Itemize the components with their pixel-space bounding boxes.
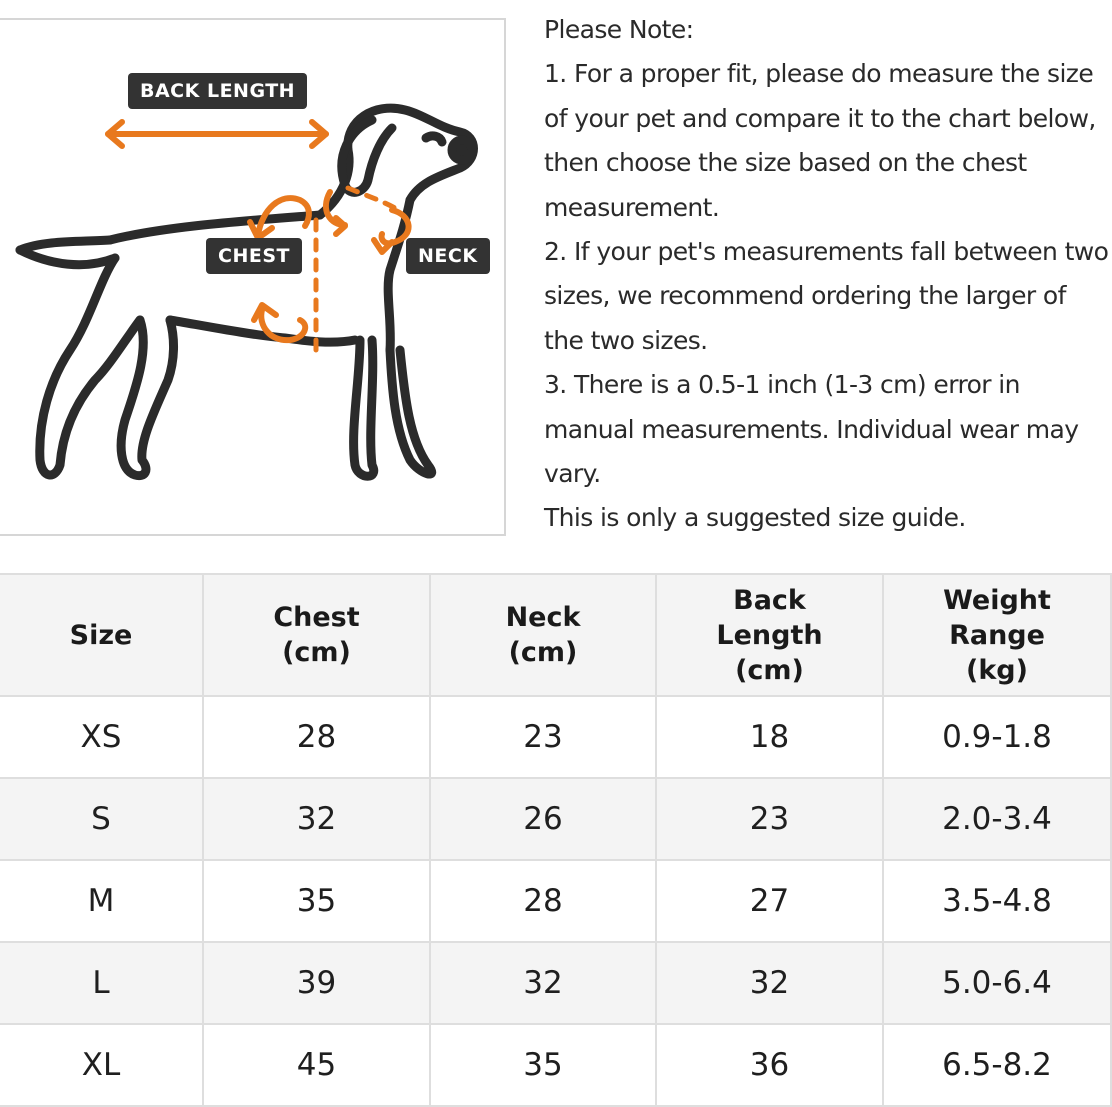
table-row [0,1024,1111,1106]
cell-back-length: 18 [656,696,883,778]
note-item: This is only a suggested size guide. [544,503,966,533]
cell-back-length: 23 [656,778,883,860]
cell-size: S [0,778,203,860]
cell-chest: 45 [203,1024,430,1106]
cell-weight: 3.5-4.8 [883,860,1111,942]
size-notes [544,8,1110,541]
table-row [0,778,1111,860]
neck-label: NECK [406,238,490,274]
cell-weight: 0.9-1.8 [883,696,1111,778]
back-length-label: BACK LENGTH [128,73,307,109]
cell-chest: 39 [203,942,430,1024]
cell-back-length: 27 [656,860,883,942]
cell-neck: 32 [430,942,656,1024]
note-item: 2. If your pet's measurements fall between two sizes, we recommend ordering the larger of the two sizes. [544,237,1109,355]
cell-neck: 26 [430,778,656,860]
cell-size: L [0,942,203,1024]
cell-chest: 35 [203,860,430,942]
header-back-length: Back Length (cm) [656,574,883,696]
cell-neck: 35 [430,1024,656,1106]
cell-back-length: 32 [656,942,883,1024]
cell-neck: 28 [430,860,656,942]
header-neck: Neck (cm) [430,574,656,696]
dog-outline [20,108,474,476]
notes-heading: Please Note: [544,15,694,44]
note-item: 3. There is a 0.5-1 inch (1-3 cm) error in manual measurements. Individual wear may vary. [544,370,1079,489]
table-row [0,696,1111,778]
cell-size: M [0,860,203,942]
cell-weight: 6.5-8.2 [883,1024,1111,1106]
cell-neck: 23 [430,696,656,778]
cell-weight: 5.0-6.4 [883,942,1111,1024]
cell-chest: 28 [203,696,430,778]
table-header-row [0,574,1111,696]
cell-size: XS [0,696,203,778]
cell-back-length: 36 [656,1024,883,1106]
table-row [0,860,1111,942]
cell-chest: 32 [203,778,430,860]
size-chart-table [0,573,1112,1107]
header-weight-range: Weight Range (kg) [883,574,1111,696]
table-row [0,942,1111,1024]
cell-size: XL [0,1024,203,1106]
note-item: 1. For a proper fit, please do measure the size of your pet and compare it to the chart below, then choose the size based on the chest measurement. [544,59,1096,222]
cell-weight: 2.0-3.4 [883,778,1111,860]
chest-label: CHEST [206,238,302,274]
header-size: Size [0,574,203,696]
measurement-diagram [0,18,506,536]
header-chest: Chest (cm) [203,574,430,696]
